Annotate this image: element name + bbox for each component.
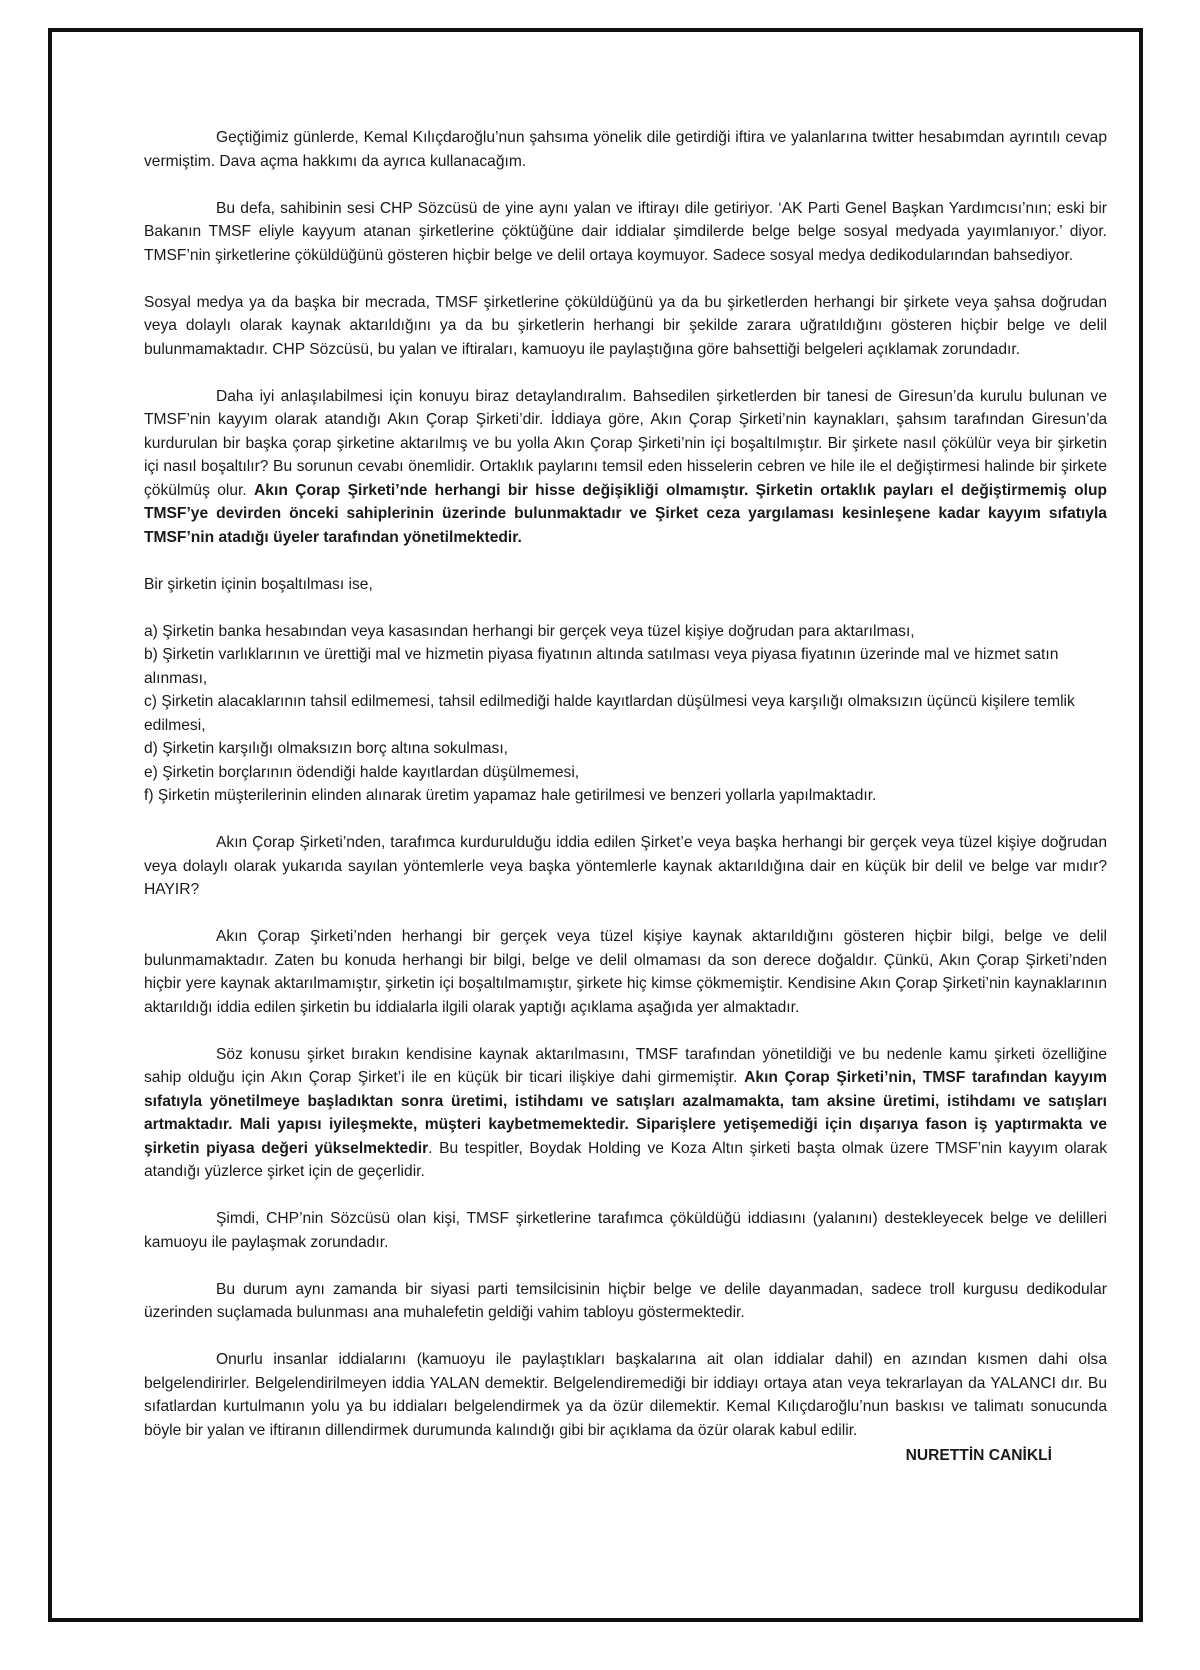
emptying-methods-list: [144, 620, 1107, 808]
list-item-b: b) Şirketin varlıklarının ve ürettiği mal ve hizmetin piyasa fiyatının altında satılması veya piyasa fiyatının üzerinde mal ve hizmet satın alınması,: [144, 646, 1059, 687]
paragraph-3: Sosyal medya ya da başka bir mecrada, TMSF şirketlerine çöküldüğünü ya da bu şirketlerden herhangi bir şirkete veya şahsa doğrudan veya dolaylı olarak kaynak aktarıldığını ya da bu şirketlerin herhangi bir şekilde zarara uğratıldığını gösteren hiçbir belge ve delil bulunmamaktadır. CHP Sözcüsü, bu yalan ve iftiraları, kamuoyu ile paylaştığına göre bahsettiği belgeleri açıklamak zorundadır.: [144, 293, 1107, 358]
paragraph-4: [144, 385, 1107, 550]
list-item-d: d) Şirketin karşılığı olmaksızın borç altına sokulması,: [144, 740, 508, 757]
list-item-e: e) Şirketin borçlarının ödendiği halde kayıtlardan düşülmemesi,: [144, 763, 580, 781]
paragraph-10: Bu durum aynı zamanda bir siyasi parti temsilcisinin hiçbir belge ve delile dayanmadan, sadece troll kurgusu dedikodular üzerinden suçlamada bulunması ana muhalefetin geldiği vahim tabloyu göstermektedir.: [144, 1280, 1107, 1321]
paragraph-8-text-start: Söz konusu şirket bırakın kendisine kaynak aktarılmasını, TMSF tarafından yönetildiği ve bu nedenle kamu şirketi özelliğine sahip olduğu için Akın Çorap Şirket’i ile en küçük bir ticari ilişkiye dahi girmemiştir.: [144, 1045, 1107, 1086]
paragraph-5: Bir şirketin içinin boşaltılması ise,: [144, 575, 373, 593]
paragraph-9: Şimdi, CHP’nin Sözcüsü olan kişi, TMSF şirketlerine tarafımca çöküldüğü iddiasını (yalanını) destekleyecek belge ve delilleri kamuoyu ile paylaşmak zorundadır.: [144, 1210, 1107, 1251]
document-body: [144, 126, 1107, 1466]
paragraph-11: Onurlu insanlar iddialarını (kamuoyu ile paylaştıkları başkalarına ait olan iddialar dahil) en azından kısmen dahi olsa belgelendirirler. Belgelendirilmeyen iddia YALAN demektir. Belgelendiremediği bir iddiayı ortaya atan veya tekrarlayan da YALANCI dır. Bu sıfatlardan kurtulmanın yolu ya bu iddiaları belgelendirmek ya da özür dilemektir. Kemal Kılıçdaroğlu’nun baskısı ve talimatı sonucunda böyle bir yalan ve iftiranın dillendirmek durumunda kalındığı gibi bir açıklama da özür olarak kabul edilir.: [144, 1351, 1107, 1439]
document-border: [48, 28, 1143, 1622]
paragraph-4-text: Daha iyi anlaşılabilmesi için konuyu biraz detaylandıralım. Bahsedilen şirketlerden bir tanesi de Giresun’da kurulu bulunan ve TMSF’nin kayyım olarak atandığı Akın Çorap Şirketi’dir. İddiaya göre, Akın Çorap Şirketi’nin kaynakları, şahsım tarafından Giresun’da kurdurulan bir başka çorap şirketine aktarılmış ve bu yolla Akın Çorap Şirketi’nin içi boşaltılmıştır. Bir şirkete nasıl çökülür veya bir şirketin içi nasıl boşaltılır? Bu sorunun cevabı önemlidir. Ortaklık paylarını temsil eden hisselerin cebren ve hile ile el değiştirmesi halinde bir şirkete çökülmüş olur.: [144, 387, 1107, 499]
list-item-a: a) Şirketin banka hesabından veya kasasından herhangi bir gerçek veya tüzel kişiye doğrudan para aktarılması,: [144, 622, 915, 640]
paragraph-8-bold-text: Akın Çorap Şirketi’nin, TMSF tarafından kayyım sıfatıyla yönetilmeye başladıktan sonra üretimi, istihdamı ve satışları azalmamakta, tam aksine üretimi, istihdamı ve satışları artmaktadır. Mali yapısı iyileşmekte, müşteri kaybetmemektedir. Siparişlere yetişemediği için dışarıya fason iş yaptırmakta ve şirketin piyasa değeri yükselmektedir: [144, 1069, 1107, 1157]
list-item-c: c) Şirketin alacaklarının tahsil edilmemesi, tahsil edilmediği halde kayıtlardan düşülmesi veya karşılığı olmaksızın üçüncü kişilere temlik edilmesi,: [144, 693, 1075, 734]
list-item-f: f) Şirketin müşterilerinin elinden alınarak üretim yapamaz hale getirilmesi ve benzeri yollarla yapılmaktadır.: [144, 787, 877, 804]
paragraph-7: Akın Çorap Şirketi’nden herhangi bir gerçek veya tüzel kişiye kaynak aktarıldığını gösteren hiçbir bilgi, belge ve delil bulunmamaktadır. Zaten bu konuda herhangi bir bilgi, belge ve delil olmaması da son derece doğaldır. Çünkü, Akın Çorap Şirketi’nden hiçbir yere kaynak aktarılmamıştır, şirketin içi boşaltılmamıştır, şirkete hiç kimse çökmemiştir. Kendisine Akın Çorap Şirketi’nin kaynaklarının aktarıldığı iddia edilen şirketin bu iddialarla ilgili olarak yaptığı açıklama aşağıda yer almaktadır.: [144, 928, 1107, 1016]
signature-name: NURETTİN CANİKLİ: [905, 1447, 1052, 1464]
paragraph-8: [144, 1043, 1107, 1184]
paragraph-6: Akın Çorap Şirketi’nden, tarafımca kurdurulduğu iddia edilen Şirket’e veya başka herhangi bir gerçek veya tüzel kişiye doğrudan veya dolaylı olarak yukarıda sayılan yöntemlerle veya başka yöntemlerle kaynak aktarıldığına dair en küçük bir delil ve belge var mıdır? HAYIR?: [144, 834, 1107, 898]
paragraph-4-bold-text: Akın Çorap Şirketi’nde herhangi bir hisse değişikliği olmamıştır. Şirketin ortaklık payları el değiştirmemiş olup TMSF’ye devirden önceki sahiplerinin üzerinde bulunmaktadır ve Şirket ceza yargılaması kesinleşene kadar kayyım sıfatıyla TMSF’nin atadığı üyeler tarafından yönetilmektedir.: [144, 481, 1107, 546]
paragraph-8-text-end: . Bu tespitler, Boydak Holding ve Koza Altın şirketi başta olmak üzere TMSF’nin kayyım olarak atandığı yüzlerce şirket için de geçerlidir.: [144, 1139, 1107, 1180]
paragraph-2: Bu defa, sahibinin sesi CHP Sözcüsü de yine aynı yalan ve iftirayı dile getiriyor. ‘AK Parti Genel Başkan Yardımcısı’nın; eski bir Bakanın TMSF eliyle kayyum atanan şirketlerine çöktüğüne dair iddialar şimdilerde belge belge sosyal medyada yayımlanıyor.’ diyor. TMSF’nin şirketlerine çöküldüğünü gösteren hiçbir belge ve delil ortaya koymuyor. Sadece sosyal medya dedikodularından bahsediyor.: [144, 199, 1107, 264]
paragraph-1: Geçtiğimiz günlerde, Kemal Kılıçdaroğlu’nun şahsıma yönelik dile getirdiği iftira ve yalanlarına twitter hesabımdan ayrıntılı cevap vermiştim. Dava açma hakkımı da ayrıca kullanacağım.: [144, 129, 1107, 170]
